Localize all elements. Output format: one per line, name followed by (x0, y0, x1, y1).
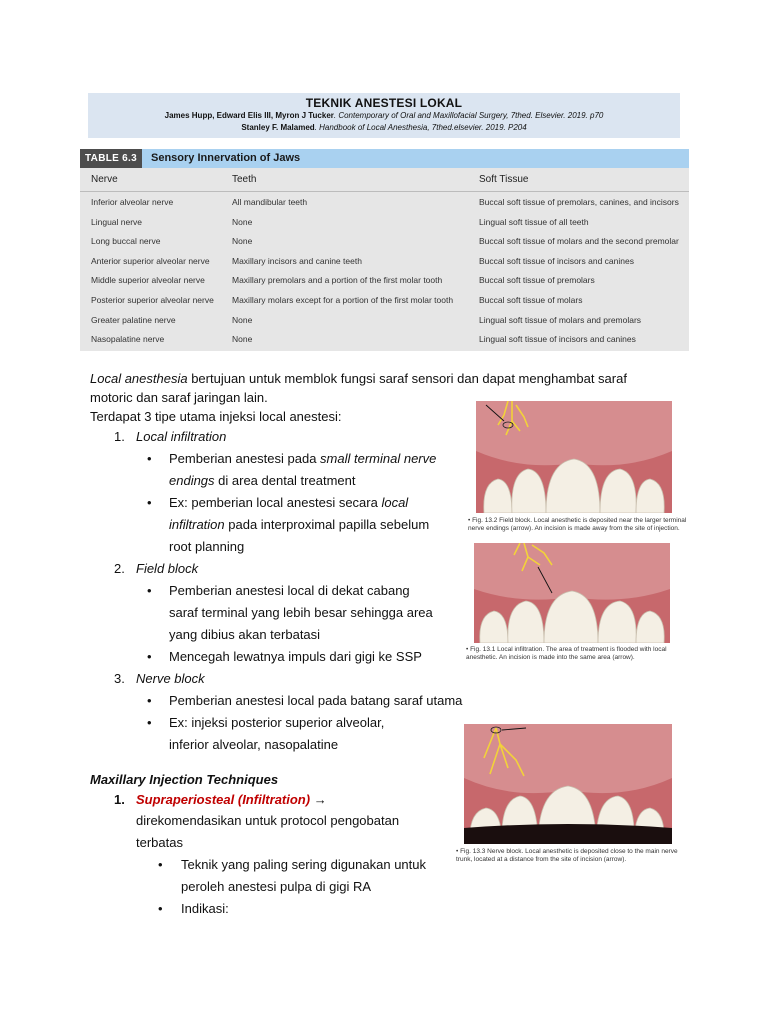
reference-1-details: . Contemporary of Oral and Maxillofacial Surgery, 7thed. Elsevier. 2019. p70 (333, 111, 604, 120)
t2-bullet1-line2: saraf terminal yang lebih besar sehingga area (169, 605, 433, 620)
cell-soft-tissue: Buccal soft tissue of premolars, canines, and incisors (479, 197, 679, 207)
t1-bullet2-line3: root planning (169, 539, 245, 554)
figure-nerve-block-photo (464, 724, 672, 844)
figure-field-block-photo (476, 401, 672, 513)
type-nerve-block: Nerve block (136, 671, 205, 686)
intro-line-2: motoric dan saraf jaringan lain. (90, 390, 268, 405)
table-row (80, 212, 689, 232)
t1-b1-text: Pemberian anestesi pada (169, 451, 321, 466)
table-row (80, 192, 689, 212)
cell-teeth: Maxillary premolars and a portion of the first molar tooth (232, 275, 443, 286)
reference-2-authors: Stanley F. Malamed (241, 123, 315, 132)
t1-b2-l2-text: pada interproximal papilla sebelum (224, 517, 430, 532)
cell-soft-tissue: Buccal soft tissue of molars (479, 294, 583, 305)
reference-1-authors: James Hupp, Edward Elis III, Myron J Tucker (164, 111, 334, 120)
t1-bullet1-line2 (169, 473, 355, 488)
arrow-icon: → (310, 792, 327, 807)
maxillary-heading: Maxillary Injection Techniques (90, 772, 279, 787)
table-title: Sensory Innervation of Jaws (151, 152, 301, 164)
document-header (88, 93, 680, 138)
figure-local-infiltration-photo (474, 543, 670, 643)
cell-soft-tissue: Buccal soft tissue of premolars (479, 275, 595, 286)
reference-1 (88, 110, 680, 122)
type-local-infiltration: Local infiltration (136, 429, 227, 444)
t3-bullet2-line1: Ex: injeksi posterior superior alveolar, (169, 715, 385, 730)
cell-soft-tissue: Lingual soft tissue of molars and premolars (479, 314, 642, 325)
intro-rest: bertujuan untuk memblok fungsi saraf sensori dan dapat menghambat saraf (187, 371, 627, 386)
bullet: • (147, 495, 152, 510)
t1-b1-l2-text: di area dental treatment (214, 473, 356, 488)
t1-bullet2-line1 (169, 495, 408, 510)
cell-nerve: Middle superior alveolar nerve (91, 275, 205, 286)
cell-teeth: None (232, 236, 253, 247)
m1-bullet2: Indikasi: (181, 901, 229, 916)
table-header-bar (80, 149, 689, 168)
cell-nerve: Inferior alveolar nerve (91, 197, 174, 207)
types-line: Terdapat 3 tipe utama injeksi local anestesi: (90, 409, 342, 424)
bullet: • (147, 715, 152, 730)
cell-teeth: All mandibular teeth (232, 197, 308, 207)
t3-bullet1: Pemberian anestesi local pada batang saraf utama (169, 693, 463, 708)
m1-bullet1-line1: Teknik yang paling sering digunakan untuk (181, 857, 427, 872)
t1-bullet1-line1 (169, 451, 436, 466)
list-number-3: 3. (114, 671, 125, 686)
bullet: • (147, 451, 152, 466)
table-body (80, 192, 689, 349)
t3-bullet2-line2: inferior alveolar, nasopalatine (169, 737, 339, 752)
cell-soft-tissue: Buccal soft tissue of molars and the second premolar (479, 236, 679, 247)
bullet: • (158, 857, 163, 872)
bullet: • (147, 693, 152, 708)
m1-line3: terbatas (136, 835, 183, 850)
t1-bullet2-line2 (169, 517, 429, 532)
dental-photo-illustration (464, 724, 672, 844)
list-number-2: 2. (114, 561, 125, 576)
t1-b1-l2-italic: endings (169, 473, 215, 488)
cell-teeth: Maxillary incisors and canine teeth (232, 255, 362, 266)
document-title: TEKNIK ANESTESI LOKAL (305, 96, 463, 110)
table-row (80, 270, 689, 290)
t2-bullet2: Mencegah lewatnya impuls dari gigi ke SSP (169, 649, 422, 664)
t1-b2-italic: local (381, 495, 409, 510)
list-number-m1: 1. (114, 792, 125, 807)
cell-soft-tissue: Lingual soft tissue of all teeth (479, 216, 589, 227)
cell-soft-tissue: Buccal soft tissue of incisors and canines (479, 255, 634, 266)
table-badge: TABLE 6.3 (80, 149, 142, 168)
table-row (80, 310, 689, 330)
m1-bullet1-line2: peroleh anestesi pulpa di gigi RA (181, 879, 372, 894)
cell-teeth: None (232, 334, 253, 345)
intro-italic: Local anesthesia (90, 371, 188, 386)
list-number-1: 1. (114, 429, 125, 444)
table-row (80, 251, 689, 271)
cell-nerve: Greater palatine nerve (91, 314, 176, 325)
t2-bullet1-line3: yang dibius akan terbatasi (169, 627, 321, 642)
reference-2-details: . Handbook of Local Anesthesia, 7thed.elsevier. 2019. P204 (314, 123, 527, 132)
column-header-teeth: Teeth (232, 174, 257, 185)
figure-field-block-caption: • Fig. 13.2 Field block. Local anesthetic is deposited near the larger terminal nerve endings (arrow). An incision is made away from the site of injection. (468, 517, 687, 532)
cell-soft-tissue: Lingual soft tissue of incisors and canines (479, 334, 636, 345)
bullet: • (147, 649, 152, 664)
sensory-innervation-table (80, 149, 689, 351)
supraperiosteal-title: Supraperiosteal (Infiltration) (136, 792, 311, 807)
figure-nerve-block-caption: • Fig. 13.3 Nerve block. Local anesthetic is deposited close to the main nerve trunk, located at a distance from the site of incision (arrow). (456, 848, 678, 863)
cell-nerve: Lingual nerve (91, 216, 143, 227)
dental-photo-illustration (476, 401, 672, 513)
m1-line1 (136, 792, 327, 807)
intro-line-1 (90, 371, 627, 386)
t1-b1-italic: small terminal nerve (320, 451, 437, 466)
m1-line2: direkomendasikan untuk protocol pengobatan (136, 813, 400, 828)
cell-nerve: Posterior superior alveolar nerve (91, 294, 214, 305)
column-header-soft-tissue: Soft Tissue (479, 174, 529, 185)
reference-2 (88, 122, 680, 134)
t2-bullet1-line1: Pemberian anestesi local di dekat cabang (169, 583, 410, 598)
cell-nerve: Anterior superior alveolar nerve (91, 255, 210, 266)
bullet: • (158, 901, 163, 916)
cell-teeth: None (232, 216, 253, 227)
type-field-block: Field block (136, 561, 199, 576)
t1-b2-l2-italic: infiltration (169, 517, 225, 532)
table-column-headers (80, 168, 689, 192)
column-header-nerve: Nerve (91, 174, 118, 185)
table-row (80, 290, 689, 310)
t1-b2-text: Ex: pemberian local anestesi secara (169, 495, 382, 510)
cell-teeth: Maxillary molars except for a portion of the first molar tooth (232, 294, 454, 305)
bullet: • (147, 583, 152, 598)
cell-nerve: Long buccal nerve (91, 236, 161, 247)
figure-local-infiltration-caption: • Fig. 13.1 Local infiltration. The area of treatment is flooded with local anesthetic. An incision is made into the same area (arrow). (466, 646, 667, 661)
table-row (80, 329, 689, 349)
cell-nerve: Nasopalatine nerve (91, 334, 165, 345)
cell-teeth: None (232, 314, 253, 325)
table-row (80, 231, 689, 251)
dental-photo-illustration (474, 543, 670, 643)
